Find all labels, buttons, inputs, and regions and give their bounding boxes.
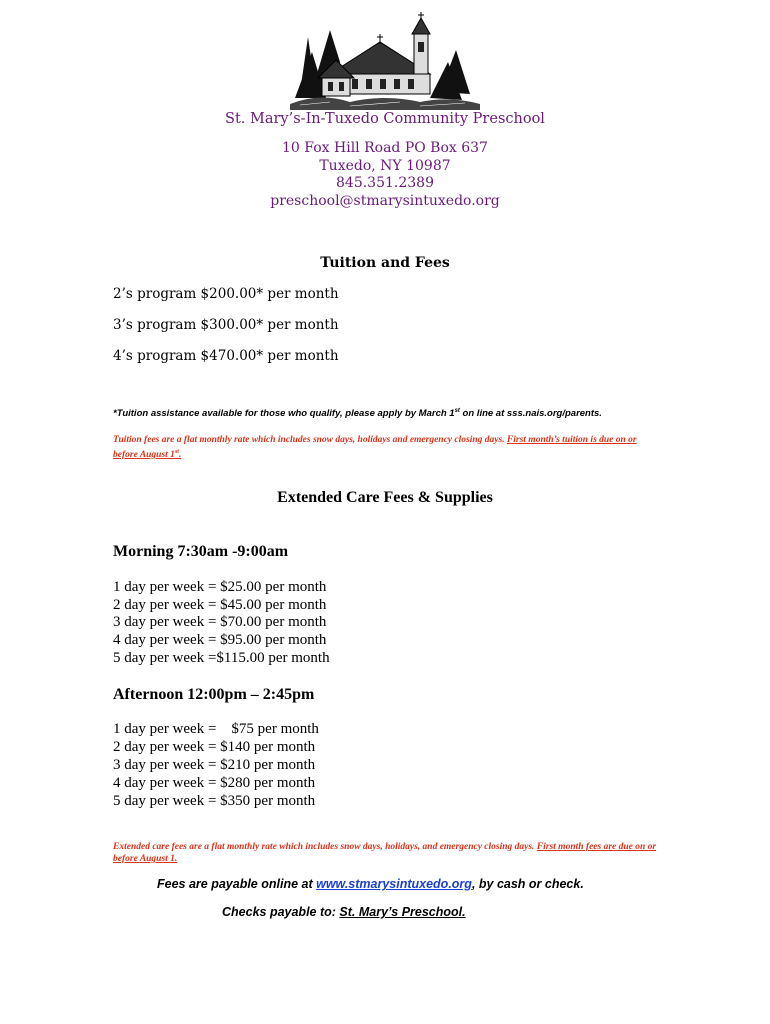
program-threes: 3’s program $300.00* per month bbox=[113, 317, 339, 333]
morning-fee-line: 2 day per week = $45.00 per month bbox=[113, 597, 327, 613]
morning-fee-line: 4 day per week = $95.00 per month bbox=[113, 632, 327, 648]
phone-number: 845.351.2389 bbox=[336, 175, 434, 191]
school-name: St. Mary’s-In-Tuxedo Community Preschool bbox=[225, 111, 545, 127]
afternoon-fee-line: 3 day per week = $210 per month bbox=[113, 757, 316, 773]
program-fours: 4’s program $470.00* per month bbox=[113, 348, 339, 364]
afternoon-fee-line: 5 day per week = $350 per month bbox=[113, 793, 316, 809]
morning-title: Morning 7:30am -9:00am bbox=[113, 543, 289, 560]
tuition-assistance-note: *Tuition assistance available for those who qualify, please apply by March 1st on line at sss.nais.org/parents. bbox=[113, 408, 602, 420]
tuition-heading: Tuition and Fees bbox=[320, 255, 450, 271]
extended-care-heading: Extended Care Fees & Supplies bbox=[277, 489, 493, 506]
afternoon-fee-line: 4 day per week = $280 per month bbox=[113, 775, 316, 791]
afternoon-fee-line: 1 day per week = $75 per month bbox=[113, 721, 319, 737]
morning-fee-line: 3 day per week = $70.00 per month bbox=[113, 614, 327, 630]
email-address: preschool@stmarysintuxedo.org bbox=[270, 193, 500, 209]
afternoon-title: Afternoon 12:00pm – 2:45pm bbox=[113, 686, 315, 703]
extended-care-flat-rate-note: Extended care fees are a flat monthly rate which includes snow days, holidays, and emergency closing days. First month fees are due on or before August 1. bbox=[113, 842, 657, 864]
morning-fee-line: 5 day per week =$115.00 per month bbox=[113, 650, 330, 666]
payment-line: Fees are payable online at www.stmarysintuxedo.org, by cash or check. bbox=[157, 877, 584, 891]
church-illustration-logo bbox=[290, 12, 480, 110]
checks-payable-line: Checks payable to: St. Mary’s Preschool. bbox=[222, 905, 466, 919]
address-line-1: 10 Fox Hill Road PO Box 637 bbox=[282, 140, 488, 156]
tuition-flat-rate-note: Tuition fees are a flat monthly rate which includes snow days, holidays and emergency closing days. First month’s tuition is due on or before August 1st. bbox=[113, 435, 637, 461]
afternoon-fee-line: 2 day per week = $140 per month bbox=[113, 739, 316, 755]
program-twos: 2’s program $200.00* per month bbox=[113, 286, 339, 302]
address-line-2: Tuxedo, NY 10987 bbox=[319, 158, 451, 174]
morning-fee-line: 1 day per week = $25.00 per month bbox=[113, 579, 327, 595]
website-link[interactable]: www.stmarysintuxedo.org bbox=[316, 877, 472, 891]
